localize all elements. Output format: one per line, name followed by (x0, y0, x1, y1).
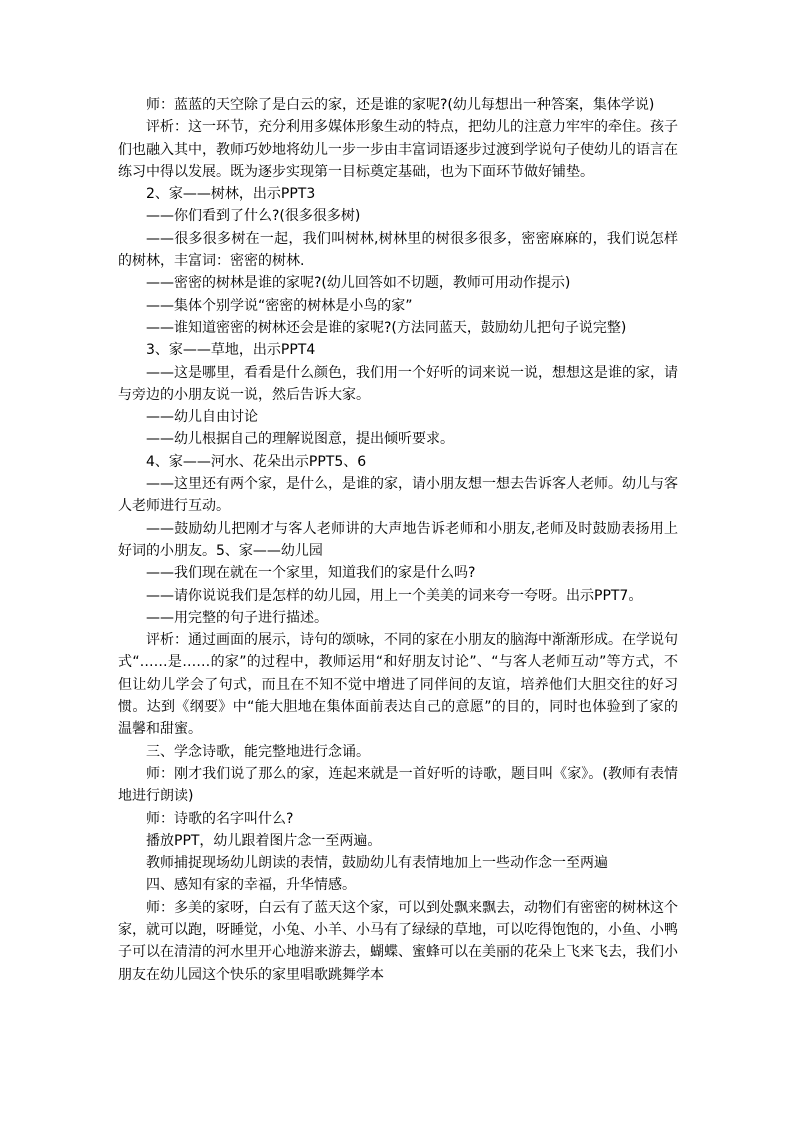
paragraph: 师：多美的家呀，白云有了蓝天这个家，可以到处飘来飘去，动物们有密密的树林这个家，就可以跑，呀睡觉，小兔、小羊、小马有了绿绿的草地，可以吃得饱饱的，小鱼、小鸭子可以在清清的河水里开心地游来游去，蝴蝶、蜜蜂可以在美丽的花朵上飞来飞去，我们小朋友在幼儿园这个快乐的家里唱歌跳舞学本 (118, 899, 678, 983)
paragraph: ——请你说说我们是怎样的幼儿园，用上一个美美的词来夸一夸呀。出示PPT7。 (146, 587, 643, 604)
paragraph: 教师捕捉现场幼儿朗读的表情，鼓励幼儿有表情地加上一些动作念一至两遍 (146, 855, 608, 872)
paragraph: ——你们看到了什么?(很多很多树) (146, 208, 361, 225)
paragraph: ——集体个别学说“密密的树林是小鸟的家” (146, 297, 413, 314)
section-heading: 四、感知有家的幸福，升华情感。 (146, 877, 356, 894)
section-heading: 3、家——草地，出示PPT4 (146, 342, 316, 359)
paragraph: 评析：这一环节，充分利用多媒体形象生动的特点，把幼儿的注意力牢牢的牵住。孩子们也融入其中，教师巧妙地将幼儿一步一步由丰富词语逐步过渡到学说句子使幼儿的语言在练习中得以发展。既为逐步实现第一目标奠定基础，也为下面环节做好铺垫。 (118, 119, 678, 180)
paragraph: 师：刚才我们说了那么的家，连起来就是一首好听的诗歌，题目叫《家》。(教师有表情地进行朗读) (118, 765, 678, 805)
paragraph: ——鼓励幼儿把刚才与客人老师讲的大声地告诉老师和小朋友,老师及时鼓励表扬用上好词的小朋友。5、家——幼儿园 (118, 520, 678, 559)
paragraph: ——谁知道密密的树林还会是谁的家呢?(方法同蓝天，鼓励幼儿把句子说完整) (146, 319, 627, 336)
paragraph: ——幼儿根据自己的理解说图意，提出倾听要求。 (146, 431, 454, 448)
paragraph: ——这是哪里，看看是什么颜色，我们用一个好听的词来说一说，想想这是谁的家，请与旁边的小朋友说一说，然后告诉大家。 (118, 364, 678, 403)
section-heading: 三、学念诗歌，能完整地进行念诵。 (146, 743, 370, 760)
paragraph: ——密密的树林是谁的家呢?(幼儿回答如不切题，教师可用动作提示) (146, 275, 571, 292)
paragraph: ——我们现在就在一个家里，知道我们的家是什么吗? (146, 565, 476, 582)
paragraph: ——很多很多树在一起，我们叫树林,树林里的树很多很多，密密麻麻的，我们说怎样的树林，丰富词：密密的树林. (118, 230, 678, 270)
section-heading: 2、家——树林，出示PPT3 (146, 186, 316, 203)
paragraph: 评析：通过画面的展示，诗句的颂咏，不同的家在小朋友的脑海中渐渐形成。在学说句式“……是……的家”的过程中，教师运用“和好朋友讨论”、“与客人老师互动”等方式，不但让幼儿学会了句式，而且在不知不觉中增进了同伴间的友谊，培养他们大胆交往的好习惯。达到《纲要》中“能大胆地在集体面前表达自己的意愿”的目的，同时也体验到了家的温馨和甜蜜。 (118, 632, 678, 738)
paragraph: 师：蓝蓝的天空除了是白云的家，还是谁的家呢?(幼儿每想出一种答案，集体学说) (146, 97, 655, 113)
paragraph: ——用完整的句子进行描述。 (146, 609, 328, 626)
paragraph: ——这里还有两个家，是什么，是谁的家，请小朋友想一想去告诉客人老师。幼儿与客人老师进行互动。 (118, 476, 678, 515)
section-heading: 4、家——河水、花朵出示PPT5、6 (146, 453, 367, 470)
paragraph: 师：诗歌的名字叫什么? (146, 810, 294, 827)
paragraph: ——幼儿自由讨论 (146, 409, 258, 426)
paragraph: 播放PPT，幼儿跟着图片念一至两遍。 (146, 832, 382, 849)
document-body (118, 94, 678, 986)
